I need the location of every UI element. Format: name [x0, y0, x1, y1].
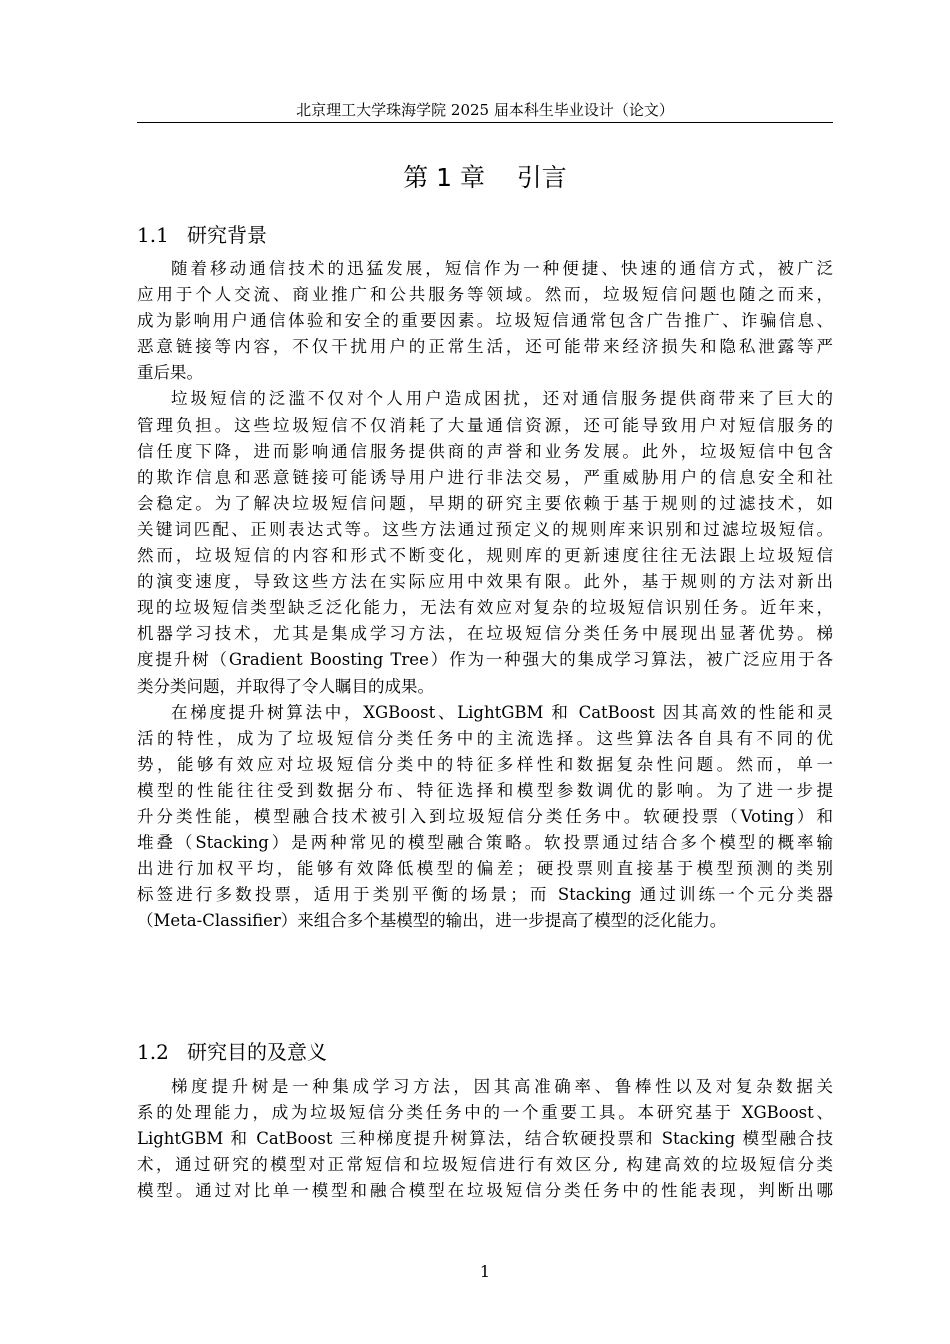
text-line: 类分类问题，并取得了令人瞩目的成果。	[137, 676, 434, 696]
text-line: 信任度下降，进而影响通信服务提供商的声誉和业务发展。此外，垃圾短信中包含	[137, 441, 833, 461]
text-line: 的欺诈信息和恶意链接可能诱导用户进行非法交易，严重威胁用户的信息安全和社	[137, 467, 833, 487]
chapter-title: 第 1 章 引言	[403, 163, 567, 192]
text-line: （Meta-Classifier）来组合多个基模型的输出，进一步提高了模型的泛化能力。	[137, 911, 727, 931]
paragraph	[137, 256, 833, 386]
text-line: LightGBM 和 CatBoost 三种梯度提升树算法，结合软硬投票和 Stacking 模型融合技	[137, 1129, 833, 1149]
section-1-1	[137, 215, 833, 934]
text-line: 恶意链接等内容，不仅干扰用户的正常生活，还可能带来经济损失和隐私泄露等严	[137, 337, 833, 357]
text-line: 出进行加权平均，能够有效降低模型的偏差；硬投票则直接基于模型预测的类别	[137, 859, 833, 879]
section-number: 1.2	[137, 1040, 169, 1064]
section-title: 研究目的及意义	[187, 1040, 327, 1064]
text-line: 现的垃圾短信类型缺乏泛化能力，无法有效应对复杂的垃圾短信识别任务。近年来，	[137, 598, 833, 618]
text-line: 系的处理能力，成为垃圾短信分类任务中的一个重要工具。本研究基于 XGBoost、	[137, 1103, 833, 1123]
section-heading	[137, 215, 833, 255]
section-number: 1.1	[137, 223, 169, 247]
text-line: 在梯度提升树算法中，XGBoost、LightGBM 和 CatBoost 因其高效的性能和灵	[171, 702, 833, 722]
text-line: 垃圾短信的泛滥不仅对个人用户造成困扰，还对通信服务提供商带来了巨大的	[171, 389, 833, 409]
text-line: 活的特性，成为了垃圾短信分类任务中的主流选择。这些算法各自具有不同的优	[137, 728, 833, 748]
text-line: 重后果。	[137, 363, 203, 383]
paragraph	[137, 1074, 833, 1204]
text-line: 会稳定。为了解决垃圾短信问题，早期的研究主要依赖于基于规则的过滤技术，如	[137, 493, 833, 513]
text-line: 关键词匹配、正则表达式等。这些方法通过预定义的规则库来识别和过滤垃圾短信。	[137, 519, 833, 539]
running-header: 北京理工大学珠海学院 2025 届本科生毕业设计（论文）	[296, 101, 674, 119]
text-line: 梯度提升树是一种集成学习方法，因其高准确率、鲁棒性以及对复杂数据关	[171, 1077, 833, 1096]
text-line: 随着移动通信技术的迅猛发展，短信作为一种便捷、快速的通信方式，被广泛	[171, 259, 833, 278]
text-line: 度提升树（Gradient Boosting Tree）作为一种强大的集成学习算法，被广泛应用于各	[137, 650, 833, 670]
section-1-2	[137, 1032, 833, 1204]
paragraph	[137, 386, 833, 699]
text-line: 应用于个人交流、商业推广和公共服务等领域。然而，垃圾短信问题也随之而来，	[137, 285, 833, 305]
page-number: 1	[479, 1262, 491, 1281]
text-line: 升分类性能，模型融合技术被引入到垃圾短信分类任务中。软硬投票（Voting）和	[137, 806, 833, 826]
text-line: 标签进行多数投票，适用于类别平衡的场景；而 Stacking 通过训练一个元分类器	[137, 885, 833, 905]
text-line: 机器学习技术，尤其是集成学习方法，在垃圾短信分类任务中展现出显著优势。梯	[137, 624, 833, 644]
text-line: 势，能够有效应对垃圾短信分类中的特征多样性和数据复杂性问题。然而，单一	[137, 754, 833, 774]
text-line: 然而，垃圾短信的内容和形式不断变化，规则库的更新速度往往无法跟上垃圾短信	[137, 546, 833, 566]
paragraph	[137, 700, 833, 935]
section-title: 研究背景	[187, 223, 267, 247]
text-line: 术，通过研究的模型对正常短信和垃圾短信进行有效区分, 构建高效的垃圾短信分类	[137, 1155, 833, 1175]
section-heading	[137, 1032, 833, 1072]
header-rule	[137, 122, 833, 123]
text-line: 模型。通过对比单一模型和融合模型在垃圾短信分类任务中的性能表现，判断出哪	[137, 1181, 833, 1201]
text-line: 的演变速度，导致这些方法在实际应用中效果有限。此外，基于规则的方法对新出	[137, 572, 833, 592]
text-line: 成为影响用户通信体验和安全的重要因素。垃圾短信通常包含广告推广、诈骗信息、	[137, 311, 833, 331]
text-line: 堆叠（Stacking）是两种常见的模型融合策略。软投票通过结合多个模型的概率输	[137, 833, 833, 853]
text-line: 管理负担。这些垃圾短信不仅消耗了大量通信资源，还可能导致用户对短信服务的	[137, 415, 833, 435]
text-line: 模型的性能往往受到数据分布、特征选择和模型参数调优的影响。为了进一步提	[137, 780, 833, 800]
